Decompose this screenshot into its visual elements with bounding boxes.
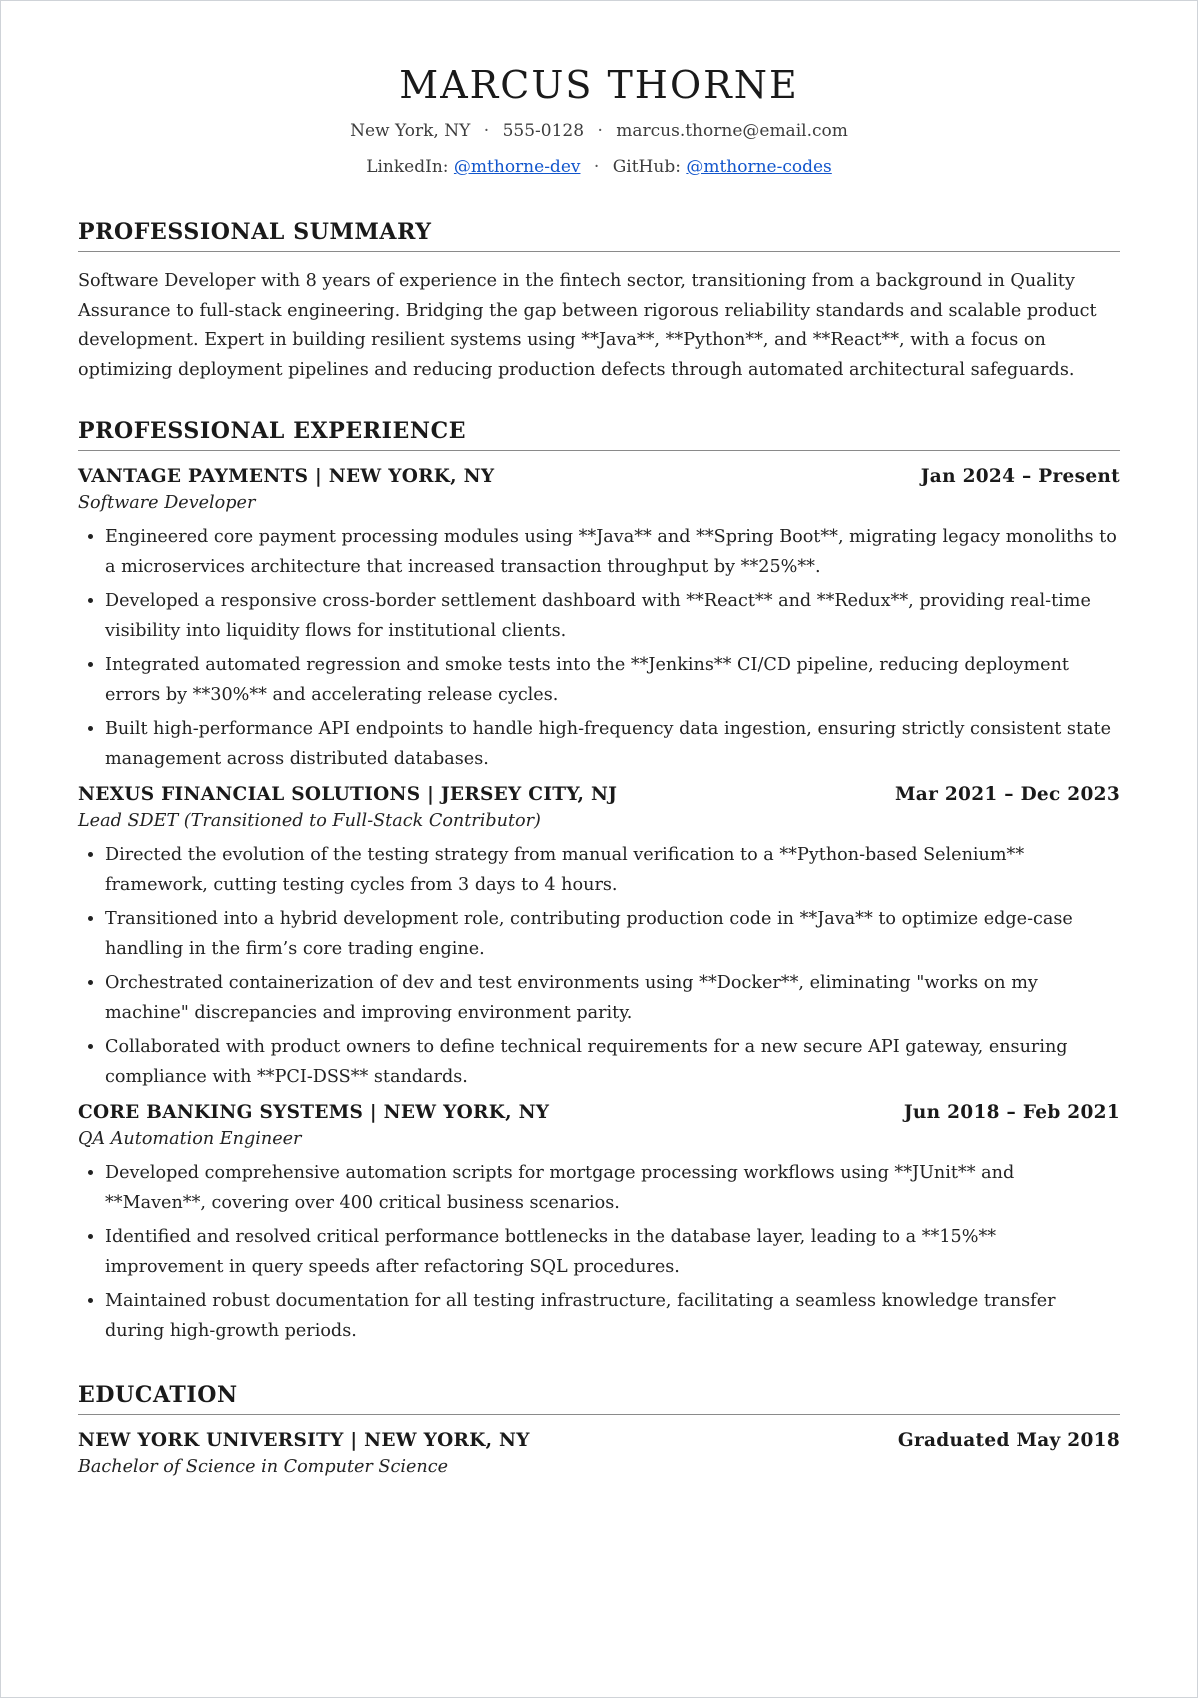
github-label: GitHub: (612, 157, 681, 177)
resume-content (78, 57, 1120, 1480)
separator: · (593, 157, 600, 177)
bullet-item: • Developed comprehensive automation scripts for mortgage processing workflows using **JUnit** and **Maven**, covering over 400 critical business scenarios. (105, 1158, 1120, 1218)
job-bullets (78, 840, 1120, 1092)
job-bullets (78, 1158, 1120, 1346)
bullet-item: • Engineered core payment processing modules using **Java** and **Spring Boot**, migrating legacy monoliths to a microservices architecture that increased transaction throughput by **25%**. (105, 522, 1120, 582)
education-school: NEW YORK UNIVERSITY | NEW YORK, NY (78, 1430, 530, 1451)
bullet-item: • Collaborated with product owners to define technical requirements for a new secure API gateway, ensuring compliance with **PCI-DSS** standards. (105, 1032, 1120, 1092)
education-dates: Graduated May 2018 (897, 1430, 1120, 1451)
email: marcus.thorne@email.com (616, 121, 848, 141)
job-header (78, 1100, 1120, 1126)
bullet-item: • Built high-performance API endpoints to handle high-frequency data ingestion, ensuring strictly consistent state management across distributed databases. (105, 714, 1120, 774)
summary-text: Software Developer with 8 years of experience in the fintech sector, transitioning from a background in Quality Assurance to full-stack engineering. Bridging the gap between rigorous reliability standards and scalable product development. Expert in building resilient systems using **Java**, **Python**, and **React**, with a focus on optimizing deployment pipelines and reducing production defects through automated architectural safeguards. (78, 271, 1097, 380)
github-link[interactable]: @mthorne-codes (686, 157, 832, 177)
section-title-summary: PROFESSIONAL SUMMARY (78, 219, 1120, 252)
job-bullets (78, 522, 1120, 774)
bullet-item: • Orchestrated containerization of dev and test environments using **Docker**, eliminating "works on my machine" discrepancies and improving environment parity. (105, 968, 1120, 1028)
job-header (78, 782, 1120, 808)
resume-header (78, 57, 1120, 179)
bullet-item: • Identified and resolved critical performance bottlenecks in the database layer, leading to a **15%** improvement in query speeds after refactoring SQL procedures. (105, 1222, 1120, 1282)
job-entry (78, 782, 1120, 1092)
bullet-item: • Maintained robust documentation for all testing infrastructure, facilitating a seamless knowledge transfer during high-growth periods. (105, 1286, 1120, 1346)
bullet-item: • Developed a responsive cross-border settlement dashboard with **React** and **Redux**, providing real-time visibility into liquidity flows for institutional clients. (105, 586, 1120, 646)
education-section (78, 1382, 1120, 1480)
job-role: Software Developer (78, 493, 256, 513)
experience-section (78, 418, 1120, 1346)
linkedin-label: LinkedIn: (366, 157, 449, 177)
job-entry (78, 464, 1120, 774)
contact-line-social (78, 155, 1120, 179)
section-title-education: EDUCATION (78, 1382, 1120, 1415)
section-title-experience: PROFESSIONAL EXPERIENCE (78, 418, 1120, 451)
separator: · (597, 121, 603, 141)
job-company: CORE BANKING SYSTEMS | NEW YORK, NY (78, 1102, 550, 1123)
contact-line-primary (78, 119, 1120, 143)
education-entry (78, 1428, 1120, 1480)
linkedin-link[interactable]: @mthorne-dev (453, 157, 581, 177)
job-dates: Jan 2024 – Present (920, 466, 1120, 487)
job-dates: Jun 2018 – Feb 2021 (903, 1102, 1120, 1123)
education-degree: Bachelor of Science in Computer Science (78, 1457, 448, 1477)
bullet-item: • Integrated automated regression and smoke tests into the **Jenkins** CI/CD pipeline, reducing deployment errors by **30%** and accelerating release cycles. (105, 650, 1120, 710)
job-role: Lead SDET (Transitioned to Full-Stack Contributor) (78, 811, 541, 831)
job-company: VANTAGE PAYMENTS | NEW YORK, NY (78, 466, 495, 487)
summary-section (78, 219, 1120, 385)
candidate-name: MARCUS THORNE (399, 63, 799, 107)
bullet-item: • Transitioned into a hybrid development role, contributing production code in **Java** to optimize edge-case handling in the firm’s core trading engine. (105, 904, 1120, 964)
bullet-item: • Directed the evolution of the testing strategy from manual verification to a **Python-based Selenium** framework, cutting testing cycles from 3 days to 4 hours. (105, 840, 1120, 900)
job-dates: Mar 2021 – Dec 2023 (895, 784, 1120, 805)
job-entry (78, 1100, 1120, 1346)
job-header (78, 464, 1120, 490)
job-company: NEXUS FINANCIAL SOLUTIONS | JERSEY CITY, NJ (78, 784, 618, 805)
job-role: QA Automation Engineer (78, 1129, 302, 1149)
education-header (78, 1428, 1120, 1454)
separator: · (483, 121, 490, 141)
phone: 555-0128 (502, 121, 585, 141)
location: New York, NY (350, 121, 471, 141)
